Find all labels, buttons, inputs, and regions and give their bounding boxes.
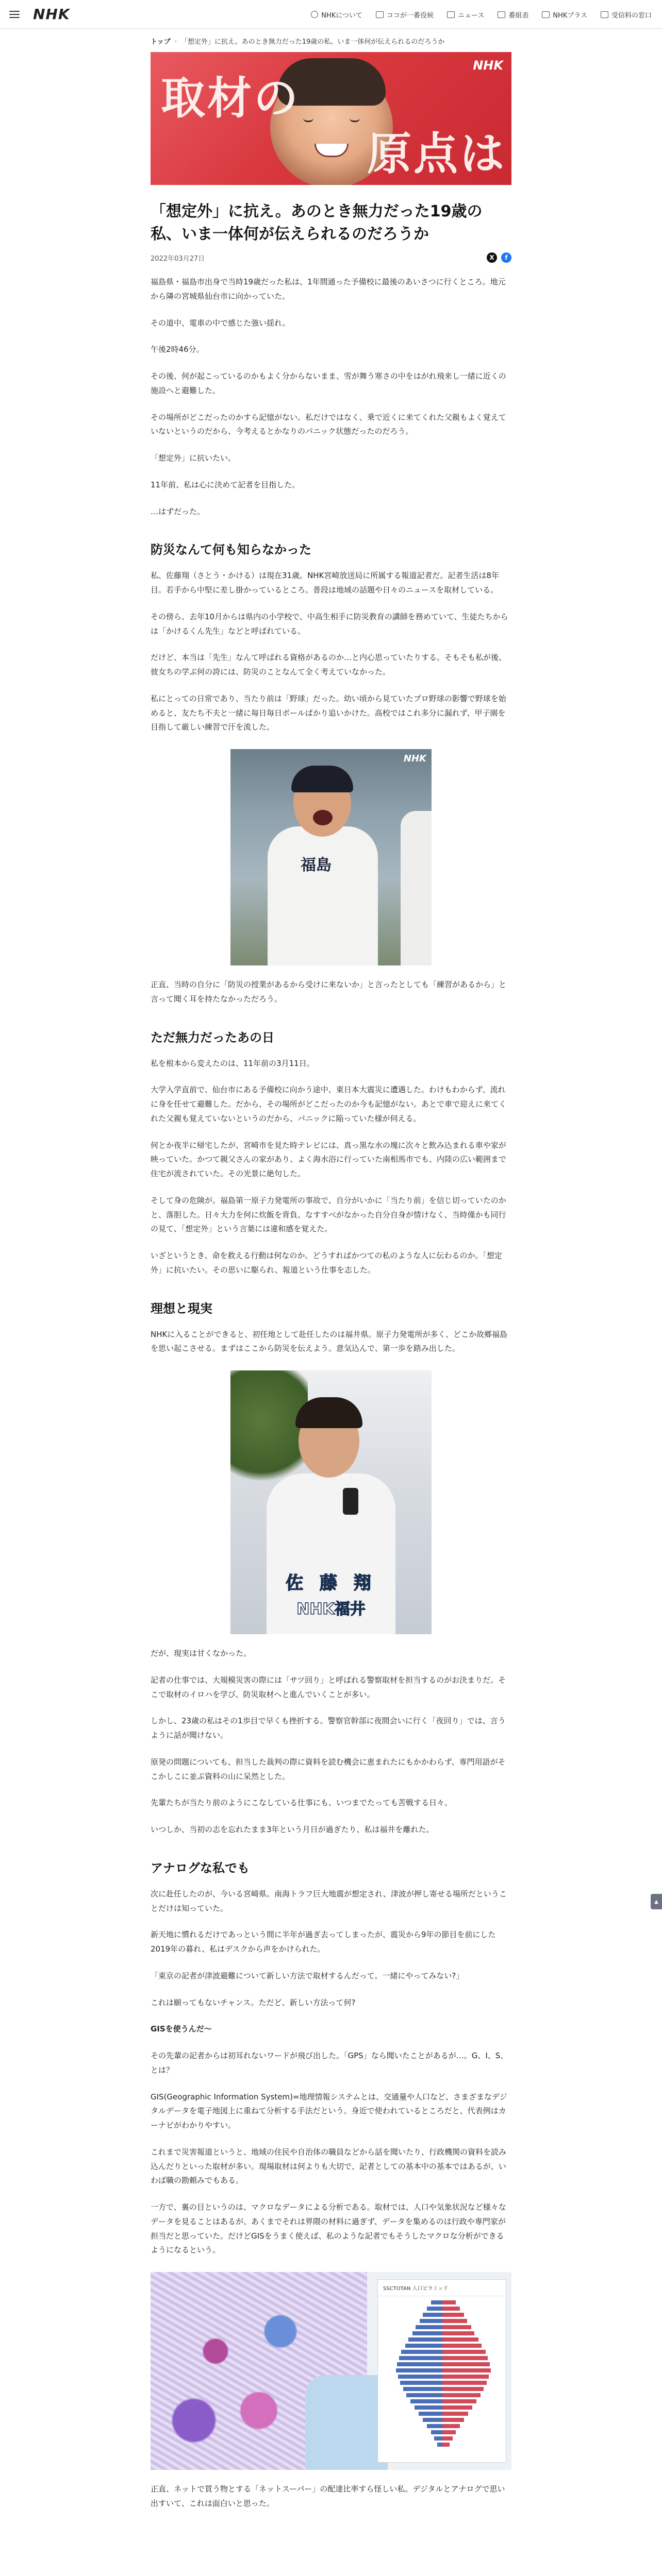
section-paragraph: 新天地に慣れるだけであっという間に半年が過ぎ去ってしまったが、震災から9年の節目を前にした2019年の暮れ、私はデスクから声をかけられた。 (151, 1930, 496, 1954)
section-paragraph: NHKに入ることができると、初任地として赴任したのは福井県。原子力発電所が多く、どこか故郷福島を思い起こさせる。まずはここから防災を伝えよう。意気込んで、第一歩を踏み出した。 (151, 1329, 508, 1353)
pyramid-bar-male (431, 2300, 442, 2304)
pyramid-bar-male (427, 2424, 442, 2428)
pyramid-bar-male (401, 2350, 442, 2354)
nhk-logo[interactable]: NHK (33, 6, 70, 23)
pyramid-bar-female (442, 2405, 472, 2410)
pyramid-bar-male (427, 2307, 442, 2311)
section-paragraph: そして身の危険が。福島第一原子力発電所の事故で、自分がいかに「当たり前」を信じ切っていたのかと、落胆した。日々大力を何に炊飯を背負、なすすべがなかった自分自身が情けなく、当時僅かも同行の見て、「想定外」という言葉には違和感を覚えた。 (151, 1195, 506, 1234)
article-body (151, 275, 511, 2511)
pyramid-bar-male (434, 2436, 442, 2441)
breadcrumb (151, 36, 511, 46)
section-paragraph: だけど、本当は「先生」なんて呼ばれる資格があるのか…と内心思っていたりする。そもそも私が後、彼女ちの学ぶ何の誇には、防災のことなんて全く考えていなかった。 (151, 653, 507, 676)
article-column (151, 29, 511, 2511)
pyramid-bar-male (398, 2375, 442, 2379)
info-icon (311, 11, 318, 18)
pyramid-bar-male (410, 2399, 442, 2403)
pyramid-bar-female (442, 2393, 481, 2397)
section-paragraph: これは願ってもないチャンス。ただど、新しい方法って何? (151, 1997, 356, 2007)
hero-image (151, 52, 511, 185)
intro-paragraph: その道中、電車の中で感じた強い揺れ。 (151, 318, 290, 328)
section-paragraph: 私、佐藤翔（さとう・かける）は現在31歳。NHK宮崎放送局に所属する報道記者だ。記者生活は8年目。若手から中堅に差し掛かっているところ。普段は地域の話題や日々のニュースを取材している。 (151, 571, 499, 595)
menu-button[interactable] (0, 0, 29, 29)
pyramid-bar-male (405, 2344, 442, 2348)
nav-home-label: ココが一番役候 (386, 11, 434, 20)
pyramid-bar-male (408, 2337, 442, 2342)
section-paragraph: GISを使うんだ〜 (151, 2024, 212, 2034)
pyramid-bar-female (442, 2399, 476, 2403)
breadcrumb-current: 「想定外」に抗え。あのとき無力だった19歳の私、いま一体何が伝えられるのだろうか (181, 38, 445, 46)
pyramid-bar-male (406, 2393, 442, 2397)
pyramid-bar-male (415, 2405, 442, 2410)
pyramid-bar-male (399, 2356, 442, 2360)
map-sea (305, 2375, 388, 2470)
nav-payment-label: 受信料の窓口 (611, 11, 652, 20)
article-meta (151, 252, 511, 263)
pyramid-bar-female (442, 2344, 482, 2348)
section-paragraph: だが、現実は甘くなかった。 (151, 1649, 252, 1658)
pyramid-bar-female (442, 2350, 486, 2354)
pyramid-bar-female (442, 2313, 464, 2317)
pyramid-bar-female (442, 2430, 456, 2434)
x-share-icon[interactable]: X (487, 252, 497, 263)
section-paragraph: 一方で、裏の目というのは、マクロなデータによる分析である。取材では、人口や気象状況など様々なデータを見ることはあるが、あくまでそれは界隈の材料に過ぎず、データを集めるのは行政や専門家が担当だと思っていた。だけどGISをうまく使えば、私のような記者でもそうしたマクロな分析ができるようになるという。 (151, 2202, 506, 2255)
intro-paragraph: 「想定外」に抗いたい。 (151, 453, 236, 463)
section-paragraph: 正直、当時の自分に「防災の授業があるから受けに来ないか」と言ったとしても「練習があるから」と言って聞く耳を持たなかっただろう。 (151, 980, 507, 1004)
nav-news[interactable] (447, 10, 484, 20)
section-paragraph: 原発の問題についても、担当した裁判の際に資料を読む機会に恵まれたにもかかわらず、専門用語がそこかしこに並ぶ資料の山に呆然とした。 (151, 1757, 506, 1781)
pyramid-bar-female (442, 2337, 478, 2342)
section-paragraph: 先輩たちが当たり前のようにこなしている仕事にも、いつまでたっても苦戦する日々。 (151, 1798, 453, 1808)
pyramid-bar-female (442, 2381, 487, 2385)
article-title: 「想定外」に抗え。あのとき無力だった19歳の私、いま一体何が伝えられるのだろうか (151, 202, 483, 243)
section-paragraph: これまで災害報道というと、地域の住民や自治体の職員などから話を聞いたり、行政機関の資料を読み込んだりといった取材が多い。現場取材は何よりも大切で、記者としての基本中の基本ではあるが、いわば職の勘頼みでもある。 (151, 2147, 507, 2185)
section-paragraph: 「東京の記者が津波避難について新しい方法で取材するんだって。一緒にやってみない?」 (151, 1971, 464, 1980)
baseball-photo (230, 749, 432, 965)
photo-watermark: NHK (403, 753, 426, 764)
pyramid-bar-male (412, 2331, 442, 2335)
caption-name: 佐 藤 翔 (286, 1573, 376, 1594)
nav-schedule[interactable] (498, 10, 528, 20)
section-paragraph: GIS(Geographic Information System)=地理情報システムとは、交通量や人口など、さまざまなデジタルデータを電子地図上に重ねて分析する手法だという。身近で使われているところだと、代表例はカーナビがわかりやすい。 (151, 2092, 507, 2130)
chevron-right-icon: › (174, 38, 177, 44)
hero-nhk-mark: NHK (473, 58, 503, 73)
pyramid-bar-male (423, 2313, 442, 2317)
pyramid-bar-female (442, 2325, 471, 2329)
nav-home[interactable] (376, 10, 434, 20)
top-nav (311, 0, 652, 29)
panel-title: SSCTOTAN 人口ピラミッド (378, 2280, 506, 2296)
share-buttons (487, 252, 511, 263)
intro-paragraph: 福島県・福島市出身で当時19歳だった私は、1年間通った予備校に最後のあいさつに行くところ。地元から隣の宮城県仙台市に向かっていた。 (151, 277, 506, 301)
photo-uniform (268, 826, 378, 965)
hero-text-top: 取材の (161, 72, 300, 124)
facebook-share-icon[interactable]: f (501, 252, 511, 263)
intro-paragraph: その場所がどこだったのかすら記憶がない。私だけではなく、乗で近くに来てくれた父親もよく覚えていないというのだから、今考えるとかなりのパニック状態だったのだろう。 (151, 412, 506, 436)
pyramid-bar-male (420, 2319, 442, 2323)
payment-icon (601, 11, 608, 18)
section-paragraph: しかし、23歳の私はその1歩目で早くも挫折する。警察官幹部に夜間会いに行く「夜回り」では、言うように話が聞けない。 (151, 1716, 506, 1740)
pyramid-bar-female (442, 2418, 464, 2422)
section-paragraph: 記者の仕事では、大規模災害の際には「サツ回り」と呼ばれる警察取材を担当するのがお決まりだ。そこで取材のイロハを学び、防災取材へと進んでいくことが多い。 (151, 1675, 506, 1699)
home-icon (376, 11, 384, 18)
pyramid-bar-female (442, 2424, 460, 2428)
breadcrumb-home[interactable]: トップ (151, 38, 171, 46)
section-paragraph: 私にとっての日常であり、当たり前は「野球」だった。幼い頃から見ていたプロ野球の影響で野球を始めると、友たち不夫と一緒に毎日毎日ボールばかり追いかけた。高校ではこれ多分に漏れず、甲子園を目指して厳しい練習で汗を流した。 (151, 693, 506, 732)
section-paragraph: いつしか、当初の志を忘れたまま3年という月日が過ぎたり、私は福井を離れた。 (151, 1825, 434, 1834)
photo-caption (230, 1569, 432, 1619)
tv-icon (542, 11, 550, 18)
nav-plus-label: NHKプラス (553, 11, 587, 20)
population-pyramid-panel (377, 2279, 506, 2463)
section-paragraph: 何とか夜半に帰宅したが、宮崎市を見た時テレビには、真っ黒な水の塊に次々と飲み込まれる車や家が映っていた。かつて親父さんの家があり、よく海水浴に行っていた南相馬市でも、内陸の広い範囲まで住宅が流されていた。その光景に絶句した。 (151, 1140, 507, 1178)
pyramid-bar-male (423, 2418, 442, 2422)
reporter-photo (230, 1370, 432, 1634)
section-heading: アナログな私でも (151, 1860, 250, 1875)
photo-jersey-text: 福島 (301, 856, 332, 874)
section-paragraph: その傍ら、去年10月からは県内の小学校で、中高生相手に防災教育の講師を務めていて、生徒たちからは「かけるくん先生」などと呼ばれている。 (151, 612, 508, 636)
pyramid-bar-female (442, 2443, 450, 2447)
section-paragraph: 次に赴任したのが、今いる宮崎県。南海トラフ巨大地震が想定され、津波が押し寄せる場所だということだけは知っていた。 (151, 1889, 507, 1913)
photo-cap (291, 766, 353, 792)
pyramid-bar-female (442, 2319, 467, 2323)
section-paragraph: いざというとき、命を救える行動は何なのか。どうすればかつての私のような人に伝わるのか。「想定外」に抗いたい。その思いに駆られ、報道という仕事を志した。 (151, 1251, 502, 1275)
section-paragraph: その先輩の記者からは初耳れないワードが飛び出した。「GPS」なら聞いたことがあるが…。G、I、S、とは？ (151, 2051, 508, 2075)
intro-paragraph: …はずだった。 (151, 506, 205, 516)
nav-about-label: NHKについて (321, 11, 362, 20)
pyramid-bar-female (442, 2436, 453, 2441)
section-paragraph: 私を根本から変えたのは、11年前の3月11日。 (151, 1058, 315, 1068)
photo-mouth (313, 810, 333, 825)
section-heading: ただ無力だったあの日 (151, 1030, 274, 1045)
pyramid-bar-female (442, 2375, 489, 2379)
pyramid-bar-male (419, 2412, 442, 2416)
pyramid-bar-male (416, 2325, 442, 2329)
section-heading: 防災なんて何も知らなかった (151, 543, 311, 557)
nav-payment[interactable] (601, 10, 652, 20)
section-paragraph: 大学入学直前で、仙台市にある予備校に向かう途中、東日本大震災に遭遇した。わけもわからず、流れに身を任せて避難した。だから、その場所がどこだったのか今も記憶がない。あとで車で迎えに来てくれた父親も覚えていないというのだから、パニックに陥っていた様が伺える。 (151, 1085, 507, 1123)
microphone-icon (343, 1488, 358, 1515)
nav-news-label: ニュース (457, 11, 485, 20)
pyramid-bar-female (442, 2362, 490, 2366)
news-icon (447, 11, 455, 18)
pyramid-bar-female (442, 2331, 474, 2335)
pyramid-bar-female (442, 2307, 460, 2311)
pyramid-bar-female (442, 2412, 468, 2416)
pyramid-bar-male (403, 2387, 442, 2391)
pyramid-bar-male (397, 2362, 442, 2366)
global-header (0, 0, 662, 29)
pyramid-bar-female (442, 2300, 456, 2304)
nav-plus[interactable] (542, 10, 587, 20)
pyramid-bar-female (442, 2356, 488, 2360)
photo-teammate (401, 811, 432, 965)
article-date: 2022年03月27日 (151, 255, 205, 263)
nav-about[interactable] (311, 10, 362, 20)
hero-text-bottom: 原点は (367, 128, 506, 180)
nav-schedule-label: 番組表 (508, 11, 529, 20)
pyramid-bar-female (442, 2387, 484, 2391)
pyramid-bar-male (431, 2430, 442, 2434)
caption-org: NHK福井 (296, 1600, 366, 1618)
intro-paragraph: その後、何が起こっているのかもよく分からないまま、雪が舞う寒さの中をはがれ飛来し一緒に近くの施設へと避難した。 (151, 371, 506, 395)
schedule-icon (498, 11, 505, 18)
hamburger-icon (9, 11, 20, 18)
gis-map-image (151, 2272, 511, 2470)
intro-paragraph: 11年前、私は心に決めて記者を目指した。 (151, 480, 300, 489)
pyramid-bar-female (442, 2368, 491, 2372)
pyramid-bar-male (396, 2368, 442, 2372)
pyramid-bar-male (400, 2381, 442, 2385)
intro-paragraph: 午後2時46分。 (151, 345, 204, 354)
population-pyramid (388, 2300, 496, 2455)
scroll-to-top-button[interactable]: ▲ (651, 1894, 662, 1909)
closing-paragraph: 正直、ネットで買う物とする「ネットスーパー」の配達比率すら怪しい私。デジタルとアナログで思い出すいて、これは面白いと思った。 (151, 2484, 505, 2508)
pyramid-bar-male (437, 2443, 442, 2447)
section-heading: 理想と現実 (151, 1301, 212, 1316)
